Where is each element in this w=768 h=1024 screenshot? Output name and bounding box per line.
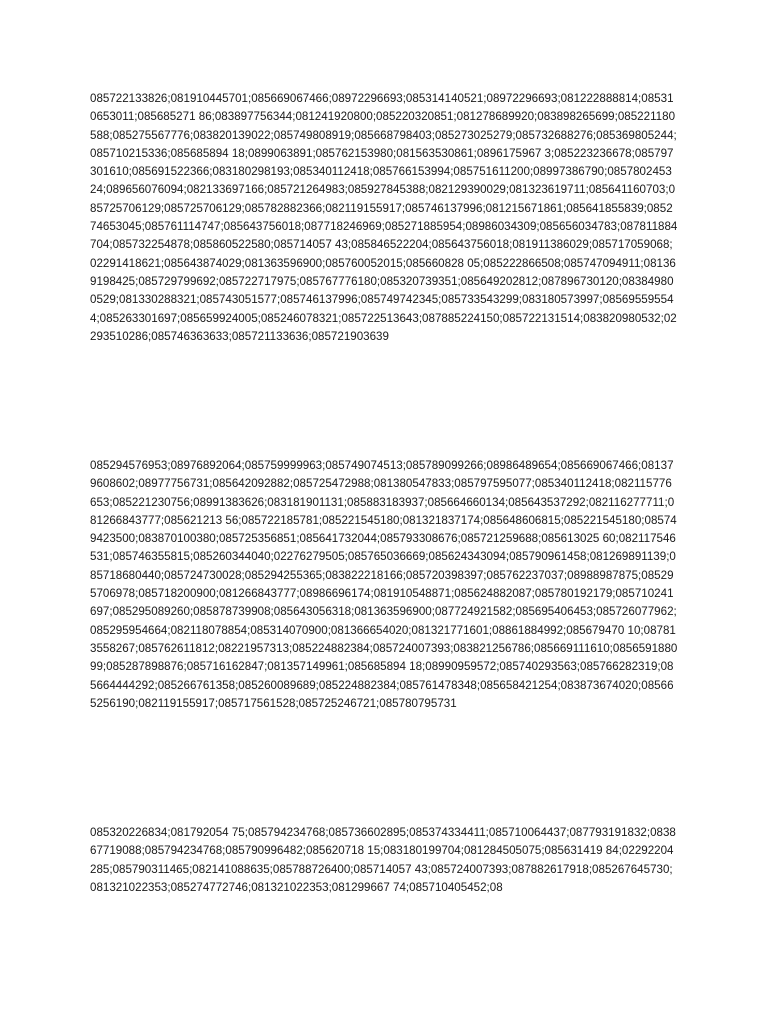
phone-number-paragraph-3: 085320226834;081792054 75;085794234768;085736602895;085374334411;085710064437;087793191832;083867719088;085794234768;085790996482;085620718 15;083180199704;081284505075;085631419 84;02292204285;085790311465;082141088635;085788726400;085714057 43;085724007393;087882617918;085267645730;081321022353;085274772746;081321022353;081299667 74;085710405452;08 [90,826,676,894]
phone-number-paragraph-2: 085294576953;08976892064;085759999963;085749074513;085789099266;08986489654;085669067466;081379608602;08977756731;085642092882;085725472988;081380547833;085797595077;085340112418;082115776653;085221230756;08991383626;083181901131;085883183937;085664660134;085643537292;082116277711;081266843777;085621213 56;085722185781;085221545180;081321837174;085648606815;085221545180;085749423500;083870100380;085725356851;085641732044;085793308676;085721259688;085613025 60;082117546531;085746355815;085260344040;02276279505;085765036669;085624343094;085790961458;081269891139;085718680440;085724730028;085294255365;083822218166;085720398397;085762237037;08988987875;085295706978;085718200900;081266843777;08986696174;081910548871;085624882087;085780192179;085710241697;085295089260;085878739908;085643056318;081363596900;087724921582;085695406453;085726077962;085295954664;082118078854;085314070900;081366654020;081321771601;08861884992;085679470 10;087813558267;085762611812;08221957313;085224882384;085724007393;083821256786;085669111610;085659188099;085287898876;085716162847;081357149961;085685894 18;08990959572;085740293563;085766282319;085664444292;085266761358;085260089689;085224882384;085761478348;085658421254;083873674020;085665256190;082119155917;085717561528;085725246721;085780795731 [90,459,678,710]
phone-number-paragraph-1: 085722133826;081910445701;085669067466;08972296693;085314140521;08972296693;081222888814;085310653011;085685271 86;083897756344;081241920800;085220320851;081278689920;083898265699;085221180588;085275567776;083820139022;085749808919;085668798403;085273025279;085732688276;085369805244;085710215336;085685894 18;0899063891;085762153980;081563530861;0896175967 3;085223236678;085797301610;085691522366;083180298193;085340112418;085766153994;085751611200;08997386790;085780245324;089656076094;082133697166;085721264983;085927845388;082129390029;081323619711;085641160703;085725706129;085725706129;085782882366;082119155917;085746137996;081215671861;085641855839;085274653045;085761114747;085643756018;087718246969;085271885954;08986034309;085656034783;087811884704;085732254878;085860522580;085714057 43;085846522204;085643756018;081911386029;085717059068;02291418621;085643874029;081363596900;085760052015;085660828 05;085222866508;085747094911;081369198425;085729799692;085722717975;085767776180;085320739351;085649202812;087896730120;083849800529;081330288321;085743051577;085746137996;085749742345;085733543299;083180573997;085695595544;085263301697;085659924005;085246078321;085722513643;087885224150;085722131514;083820980532;02293510286;085746363633;085721133636;085721903639 [90,92,678,343]
